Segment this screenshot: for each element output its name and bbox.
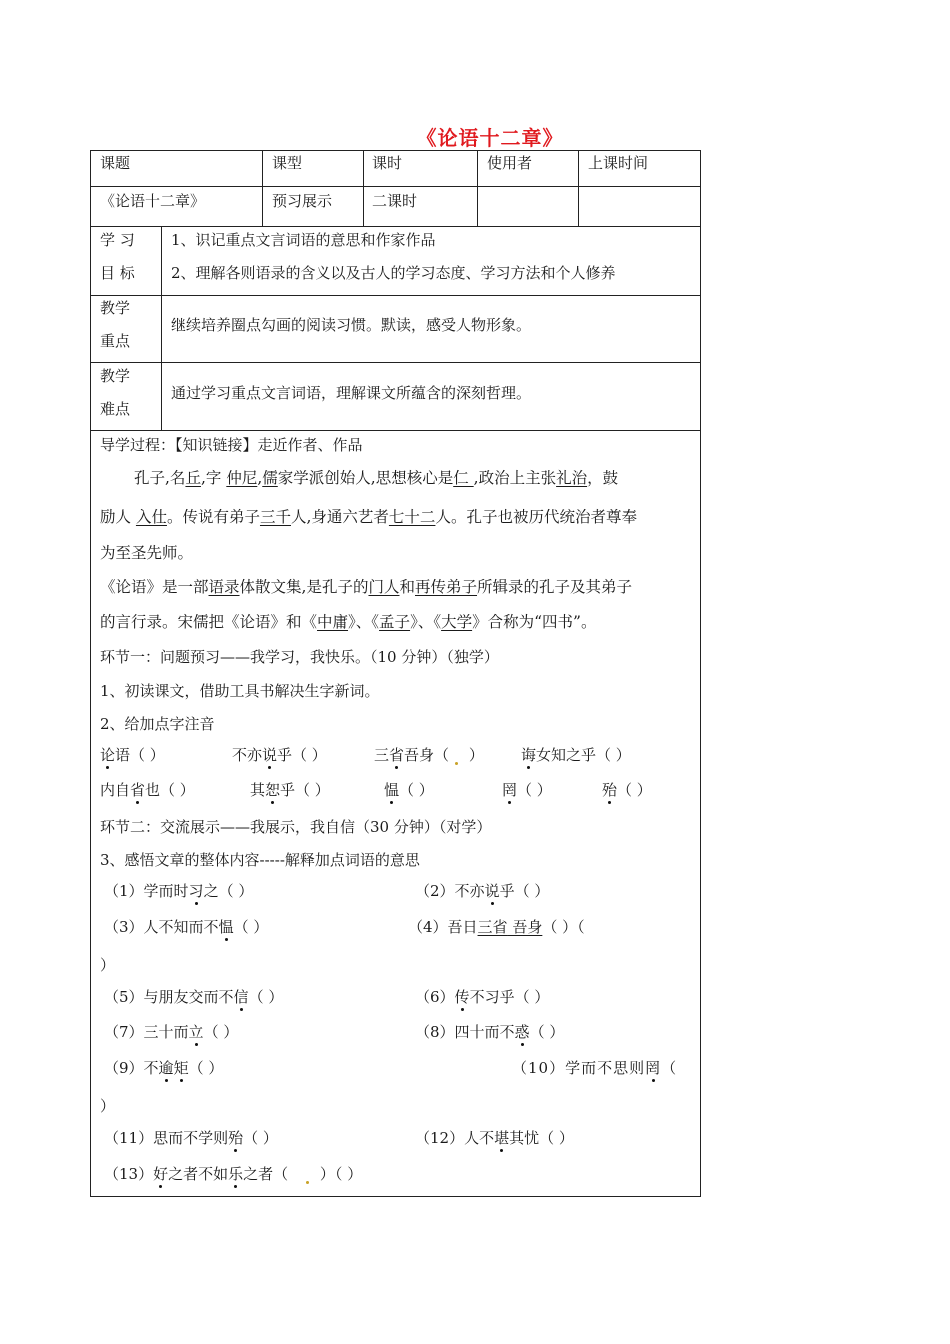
topic-value: 《论语十二章》	[100, 192, 206, 210]
pinyin-item: 其恕乎（ ）	[250, 781, 330, 799]
table-divider	[90, 295, 701, 296]
explain-item: ）	[100, 956, 116, 974]
pinyin-item: 殆（ ）	[602, 781, 652, 799]
table-divider	[90, 430, 701, 431]
guide-heading: 导学过程：【知识链接】走近作者、作品	[100, 436, 363, 454]
explain-item: （11）思而不学则殆（ ）	[104, 1129, 278, 1147]
difficulties-text: 通过学习重点文言词语，理解课文所蕴含的深刻哲理。	[171, 384, 532, 402]
difficulties-label: 难点	[100, 400, 131, 418]
explain-item: （3）人不知而不愠（ ）	[104, 918, 269, 936]
task-one: 1、初读课文，借助工具书解决生字新词。	[100, 682, 380, 700]
table-divider	[262, 150, 263, 227]
table-divider	[90, 226, 701, 227]
explain-item: （7）三十而立（ ）	[104, 1023, 239, 1041]
pinyin-item: 诲女知之乎（ ）	[521, 746, 631, 764]
task-three: 3、感悟文章的整体内容-----解释加点词语的意思	[100, 851, 420, 869]
key-points-label: 重点	[100, 332, 131, 350]
task-two: 2、给加点字注音	[100, 715, 215, 733]
explain-item: （9）不逾矩（ ）	[104, 1059, 224, 1077]
explain-item: （5）与朋友交而不信（ ）	[104, 988, 284, 1006]
explain-item: （1）学而时习之（ ）	[104, 882, 254, 900]
explain-item: （8）四十而不惑（ ）	[415, 1023, 565, 1041]
pinyin-item: 内自省也（ ）	[100, 781, 195, 799]
explain-item: ）	[100, 1097, 116, 1115]
difficulties-label: 教学	[100, 367, 131, 385]
explain-item: （4）吾日三省 吾身（ ）（	[408, 918, 585, 936]
objective-item: 2、理解各则语录的含义以及古人的学习态度、学习方法和个人修养	[171, 264, 616, 282]
pinyin-item: 论语（ ）	[100, 746, 165, 764]
type-value: 预习展示	[272, 192, 333, 210]
key-points-label: 教学	[100, 299, 131, 317]
explain-item: （12）人不堪其忧（ ）	[415, 1129, 574, 1147]
table-divider	[578, 150, 579, 227]
work-paragraph: 《论语》是一部语录体散文集,是孔子的门人和再传弟子所辑录的孔子及其弟子	[100, 578, 633, 596]
header-user: 使用者	[487, 154, 533, 172]
explain-item: （6）传不习乎（ ）	[415, 988, 550, 1006]
header-topic: 课题	[100, 154, 131, 172]
author-paragraph: 孔子,名丘,字 仲尼,儒家学派创始人,思想核心是仁 ,政治上主张礼治，鼓	[134, 469, 619, 487]
explain-item: （10）学而不思则罔（	[512, 1059, 678, 1077]
author-paragraph: 励人 入仕。传说有弟子三千人,身通六艺者七十二人。孔子也被历代统治者尊奉	[100, 508, 637, 526]
table-divider	[477, 150, 478, 227]
hours-value: 二课时	[372, 192, 418, 210]
header-time: 上课时间	[588, 154, 649, 172]
explain-item: （2）不亦说乎（ ）	[415, 882, 550, 900]
table-divider	[363, 150, 364, 227]
pinyin-item: 三省吾身（ ）	[374, 746, 484, 764]
key-points-text: 继续培养圈点勾画的阅读习惯。默读，感受人物形象。	[171, 316, 532, 334]
explain-item: （13）好之者不如乐之者（ ）（ ）	[104, 1165, 363, 1183]
pinyin-item: 不亦说乎（ ）	[232, 746, 327, 764]
pinyin-item: 愠（ ）	[384, 781, 434, 799]
pinyin-item: 罔（ ）	[502, 781, 552, 799]
work-paragraph: 的言行录。宋儒把《论语》和《中庸》、《孟子》、《大学》合称为“四书”。	[100, 613, 597, 631]
stage-one-heading: 环节一：问题预习——我学习，我快乐。（10 分钟）（独学）	[100, 648, 499, 666]
table-divider	[90, 362, 701, 363]
objective-item: 1、识记重点文言词语的意思和作家作品	[171, 231, 436, 249]
header-hours: 课时	[372, 154, 403, 172]
stage-two-heading: 环节二：交流展示——我展示，我自信（30 分钟）（对学）	[100, 818, 492, 836]
table-divider	[161, 226, 162, 431]
table-divider	[90, 186, 701, 187]
objectives-label: 学 习	[100, 231, 135, 249]
objectives-label: 目 标	[100, 264, 135, 282]
header-type: 课型	[272, 154, 303, 172]
page-title: 《论语十二章》	[416, 126, 564, 150]
author-paragraph: 为至圣先师。	[100, 544, 194, 562]
